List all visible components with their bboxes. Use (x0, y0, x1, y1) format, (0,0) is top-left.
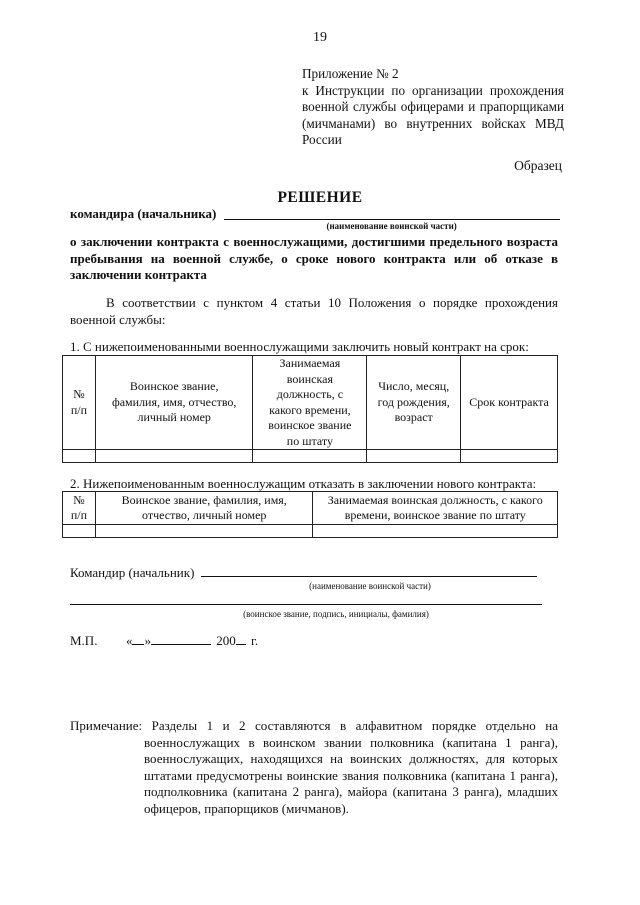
section2-table (62, 491, 558, 538)
col-position-header: Занимаемая воинская должность, с какого времени, воинское звание по штату (253, 356, 367, 450)
appendix-header (302, 66, 564, 149)
col-number-header: № п/п (63, 356, 96, 450)
section1-heading: 1. С нижепоименованными военнослужащими заключить новый контракт на срок: (70, 339, 529, 354)
table-header-row (63, 492, 558, 525)
year-prefix: 200 (216, 633, 236, 648)
commander-footer-label: Командир (начальник) (70, 565, 195, 580)
subject-line: о заключении контракта с военнослужащими, достигшими предельного возраста (70, 234, 558, 249)
col-number-header: № п/п (63, 492, 96, 525)
note-line: военнослужащих, находящихся на воинских должностях, для которых (144, 751, 558, 766)
commander-unit-field[interactable] (201, 563, 537, 577)
note-line: подполковника (капитана 2 ранга), майора (капитана 3 ранга), младших (144, 784, 558, 799)
section2-heading: 2. Нижепоименованным военнослужащим отказать в заключении нового контракта: (70, 476, 537, 491)
commander-unit-caption: (наименование воинской части) (309, 581, 431, 591)
year-field[interactable] (236, 632, 246, 645)
commander-signature (70, 563, 537, 581)
day-field[interactable] (132, 632, 144, 645)
section1-table (62, 355, 558, 463)
col-contract-term-header: Срок контракта (461, 356, 558, 450)
basis-line: военной службы: (70, 311, 166, 327)
note-line: штатами предусмотрены воинские звания полковника (капитана 1 ранга), (144, 767, 558, 783)
table-row (63, 525, 558, 538)
appendix-line: России (302, 132, 342, 147)
col-position-header: Занимаемая воинская должность, с какого времени, воинское звание по штату (313, 492, 558, 525)
col-rank-name-header: Воинское звание, фамилия, имя, отчество, личный номер (95, 356, 253, 450)
unit-name-caption: (наименование воинской части) (326, 221, 457, 231)
stamp-label: М.П. (70, 633, 98, 648)
basis-line: В соответствии с пунктом 4 статьи 10 Положения о порядке прохождения (106, 295, 558, 310)
page-number: 19 (313, 30, 327, 45)
col-rank-name-header: Воинское звание, фамилия, имя, отчество, личный номер (95, 492, 313, 525)
col-birthdate-header: Число, месяц, год рождения, возраст (367, 356, 461, 450)
stamp-date-line: М.П. « » 200 г. (70, 633, 259, 648)
decision-subject (70, 234, 558, 284)
note-block (70, 718, 558, 817)
signature-field[interactable] (70, 604, 542, 605)
appendix-line: Приложение № 2 (302, 66, 399, 81)
signature-caption: (воинское звание, подпись, инициалы, фамилия) (243, 609, 429, 619)
unit-name-field[interactable] (224, 206, 560, 220)
sample-label: Образец (514, 158, 562, 173)
appendix-line: военной службы офицерами и прапорщиками (302, 99, 564, 114)
appendix-line: (мичманами) во внутренних войсках МВД (302, 115, 564, 131)
commander-label: командира (начальника) (70, 206, 217, 221)
note-line: офицеров, прапорщиков (мичманов). (144, 800, 349, 816)
year-suffix: г. (250, 633, 259, 648)
subject-line: пребывания на военной службе, о сроке нового контракта или об отказе в (70, 250, 558, 266)
appendix-line: к Инструкции по организации прохождения (302, 82, 564, 98)
note-line: военнослужащих в воинском звании полковника (капитана 1 ранга), (144, 734, 558, 750)
table-header-row (63, 356, 558, 450)
table-row (63, 450, 558, 463)
document-title: РЕШЕНИЕ (277, 189, 363, 206)
note-line: Примечание: Разделы 1 и 2 составляются в алфавитном порядке отдельно на (70, 718, 558, 733)
decision-basis (70, 295, 558, 328)
commander-header (70, 206, 560, 231)
subject-line: заключении контракта (70, 267, 207, 282)
month-field[interactable] (151, 632, 211, 645)
